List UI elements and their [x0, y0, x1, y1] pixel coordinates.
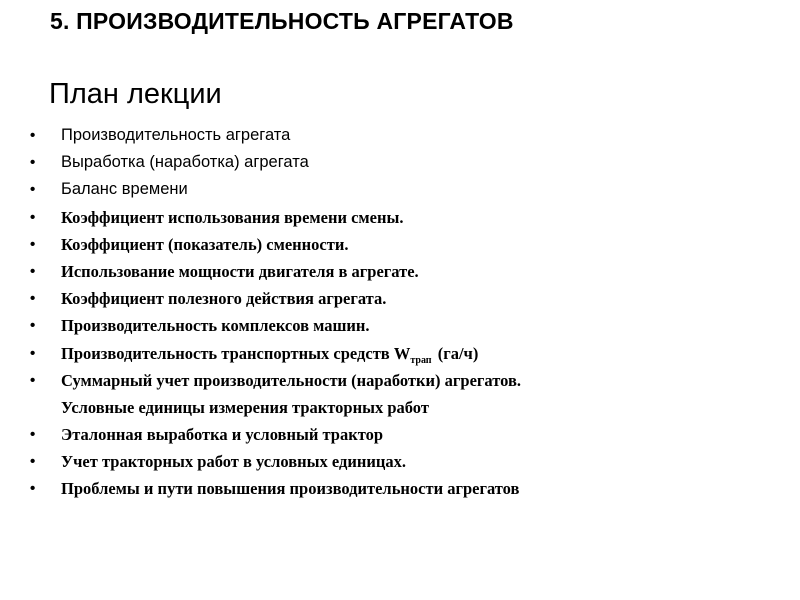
bullet-icon: •	[30, 290, 36, 308]
list-item-text: Проблемы и пути повышения производительности агрегатов	[61, 479, 520, 499]
units-text: (га/ч)	[437, 343, 479, 363]
list-item	[0, 367, 800, 394]
list-item	[0, 394, 800, 421]
list-item	[0, 421, 800, 448]
list-item	[0, 258, 800, 285]
subscript-text: трап	[410, 354, 432, 366]
bullet-icon: •	[30, 181, 36, 199]
bullet-icon: •	[30, 371, 36, 389]
list-item-text: Условные единицы измерения тракторных работ	[61, 397, 429, 417]
lecture-plan-list	[0, 122, 800, 503]
bullet-icon: •	[30, 235, 36, 253]
list-item-text: Производительность комплексов машин.	[61, 316, 370, 336]
list-item-text: Коэффициент (показатель) сменности.	[61, 234, 349, 254]
list-item	[0, 149, 800, 176]
list-item-text: Баланс времени	[61, 180, 188, 199]
bullet-icon: •	[30, 453, 36, 471]
slide-title: 5. ПРОИЗВОДИТЕЛЬНОСТЬ АГРЕГАТОВ	[50, 8, 514, 34]
bullet-icon: •	[30, 344, 36, 362]
bullet-icon: •	[30, 426, 36, 444]
list-item	[0, 340, 800, 367]
list-item-text: Производительность агрегата	[61, 126, 291, 144]
list-item	[0, 204, 800, 231]
bullet-icon: •	[30, 127, 36, 144]
list-item-text: Выработка (наработка) агрегата	[61, 153, 309, 172]
bullet-icon: •	[30, 208, 36, 226]
bullet-icon: •	[30, 317, 36, 335]
list-item	[0, 475, 800, 502]
list-item	[0, 448, 800, 475]
bullet-icon: •	[30, 262, 36, 280]
list-item-text: Коэффициент использования времени смены.	[61, 207, 404, 227]
list-item	[0, 312, 800, 339]
list-item-text: Учет тракторных работ в условных единицах.	[61, 452, 406, 472]
list-item-text: Использование мощности двигателя в агрегате.	[61, 261, 419, 281]
bullet-icon: •	[30, 480, 36, 498]
list-item-text: Эталонная выработка и условный трактор	[61, 425, 384, 445]
bullet-icon: •	[30, 154, 36, 172]
list-item	[0, 231, 800, 258]
list-item-text: Коэффициент полезного действия агрегата.	[61, 289, 387, 309]
list-item-text	[61, 340, 478, 370]
lecture-plan-heading: План лекции	[49, 78, 222, 110]
list-item	[0, 122, 800, 149]
list-item-main-text: Производительность транспортных средств W	[61, 343, 411, 363]
list-item	[0, 176, 800, 203]
list-item	[0, 285, 800, 312]
list-item-text: Суммарный учет производительности (наработки) агрегатов.	[61, 370, 521, 390]
